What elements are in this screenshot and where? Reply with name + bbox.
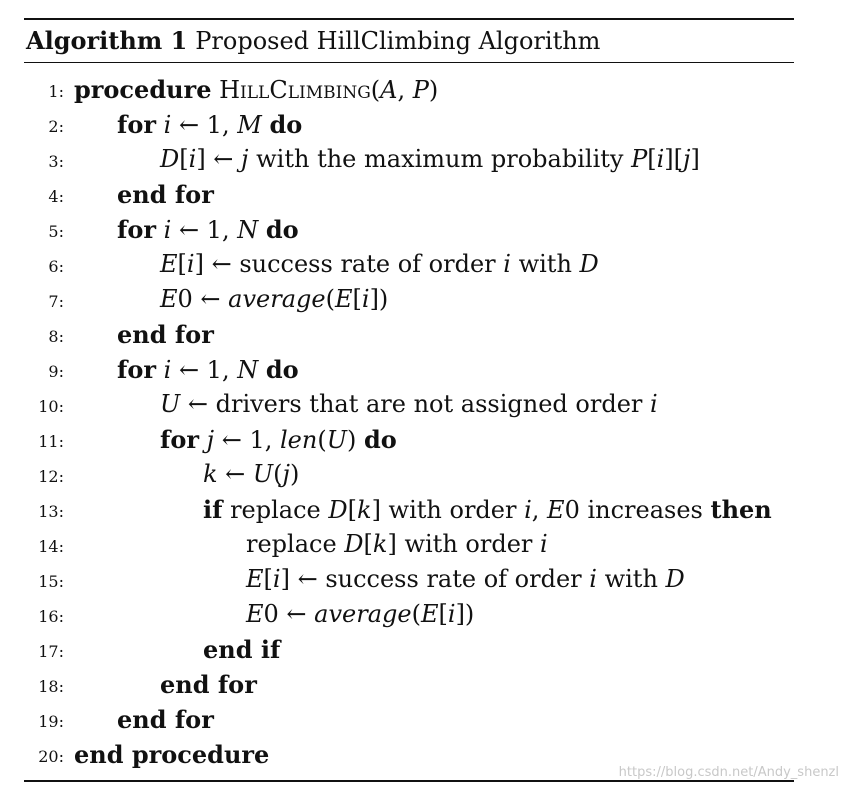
code-text: ,	[531, 496, 548, 524]
line-number: 10:	[38, 397, 64, 416]
line-number: 14:	[38, 537, 64, 556]
line-number: 17:	[38, 642, 64, 661]
code-text: ← 1,	[171, 216, 238, 244]
code-text: ,	[397, 76, 413, 104]
math-variable: i	[524, 496, 532, 524]
line-code	[160, 422, 397, 458]
math-variable: D	[579, 250, 599, 278]
algorithm-line	[24, 387, 794, 422]
line-code	[203, 632, 280, 668]
code-text: )	[428, 76, 439, 104]
math-variable: k	[357, 496, 372, 524]
code-text: 0 increases	[564, 496, 711, 524]
code-text: ])	[369, 285, 389, 313]
algorithm-title: Proposed HillClimbing Algorithm	[195, 27, 601, 55]
keyword: end for	[117, 180, 214, 209]
line-code	[117, 352, 299, 388]
watermark: https://blog.csdn.net/Andy_shenzl	[618, 765, 839, 780]
line-number: 19:	[38, 712, 64, 731]
code-text: 0 ←	[177, 285, 229, 313]
math-variable: i	[163, 216, 172, 244]
math-variable: i	[163, 111, 172, 139]
bottom-rule	[24, 780, 794, 782]
math-variable: i	[503, 250, 511, 278]
line-code	[74, 72, 438, 108]
math-variable: D	[665, 565, 685, 593]
algorithm-line	[24, 317, 794, 352]
code-text: (	[411, 600, 421, 628]
keyword: for	[117, 110, 156, 139]
code-text	[258, 216, 266, 244]
code-text: 0 ←	[263, 600, 315, 628]
code-text: ][	[664, 145, 684, 173]
math-variable: i	[188, 145, 197, 173]
line-number: 2:	[48, 117, 64, 136]
math-variable: average	[314, 600, 412, 628]
math-variable: N	[237, 216, 259, 244]
line-number: 1:	[48, 82, 64, 101]
code-text: (	[317, 426, 327, 454]
line-code	[246, 597, 474, 632]
code-text	[156, 111, 164, 139]
code-text: [	[179, 145, 189, 173]
code-text: ])	[455, 600, 475, 628]
code-text: ] with order	[387, 530, 540, 558]
code-text	[156, 356, 164, 384]
code-text: [	[352, 285, 362, 313]
code-text: [	[647, 145, 657, 173]
code-text: (	[325, 285, 335, 313]
math-variable: U	[326, 426, 347, 454]
line-code	[203, 457, 299, 492]
code-text: [	[177, 250, 187, 278]
line-code	[117, 317, 214, 353]
line-code	[117, 702, 214, 738]
keyword: end procedure	[74, 740, 270, 769]
math-variable: D	[344, 530, 364, 558]
code-text: ] with order	[371, 496, 525, 524]
algorithm-line	[24, 702, 794, 737]
code-text: ]	[690, 145, 700, 173]
algorithm-line	[24, 422, 794, 457]
algorithm-line	[24, 667, 794, 702]
line-number: 3:	[48, 152, 64, 171]
code-text: )	[289, 460, 300, 488]
math-variable: D	[328, 496, 348, 524]
algorithm-line	[24, 597, 794, 632]
math-variable: E	[547, 496, 565, 524]
code-text: (	[370, 76, 381, 104]
code-text	[211, 76, 219, 104]
algorithm-line	[24, 457, 794, 492]
algorithm-line	[24, 632, 794, 667]
algorithm-lines	[24, 72, 794, 772]
code-text: ←	[217, 460, 253, 488]
line-number: 11:	[38, 432, 64, 451]
math-variable: D	[160, 145, 180, 173]
math-variable: j	[282, 460, 290, 488]
code-text: [	[363, 530, 373, 558]
keyword: for	[117, 355, 156, 384]
code-text: (	[273, 460, 283, 488]
math-variable: i	[589, 565, 597, 593]
math-variable: i	[540, 530, 548, 558]
code-text: ← 1,	[214, 426, 280, 454]
line-number: 9:	[48, 362, 64, 381]
keyword: for	[117, 215, 156, 244]
caption-rule	[24, 62, 794, 63]
algorithm-line	[24, 527, 794, 562]
math-variable: i	[186, 250, 195, 278]
line-number: 4:	[48, 187, 64, 206]
keyword: end for	[117, 320, 214, 349]
procedure-name: HillClimbing	[219, 76, 371, 104]
line-code	[246, 527, 548, 562]
math-variable: average	[228, 285, 326, 313]
code-text: with the maximum probability	[248, 145, 632, 173]
math-variable: i	[447, 600, 456, 628]
line-number: 15:	[38, 572, 64, 591]
line-number: 6:	[48, 257, 64, 276]
math-variable: j	[683, 145, 691, 173]
keyword: do	[363, 425, 397, 454]
algorithm-block	[24, 18, 794, 772]
line-number: 8:	[48, 327, 64, 346]
code-text: ← drivers that are not assigned order	[180, 390, 650, 418]
line-number: 7:	[48, 292, 64, 311]
code-text: ← 1,	[171, 356, 238, 384]
math-variable: j	[206, 426, 215, 454]
line-code	[160, 142, 700, 177]
keyword: for	[160, 425, 199, 454]
line-number: 18:	[38, 677, 64, 696]
algorithm-line	[24, 562, 794, 597]
keyword: if	[203, 495, 223, 524]
code-text	[156, 216, 164, 244]
math-variable: i	[656, 145, 665, 173]
math-variable: A	[380, 76, 398, 104]
algorithm-line	[24, 352, 794, 387]
algorithm-line	[24, 72, 794, 107]
keyword: do	[265, 355, 299, 384]
math-variable: P	[412, 76, 429, 104]
line-code	[160, 247, 599, 282]
code-text: replace	[246, 530, 345, 558]
math-variable: U	[160, 390, 181, 418]
line-code	[160, 667, 257, 703]
line-code	[203, 492, 772, 528]
math-variable: E	[160, 250, 178, 278]
line-number: 20:	[38, 747, 64, 766]
code-text: [	[347, 496, 358, 524]
code-text: replace	[222, 496, 329, 524]
algorithm-line	[24, 107, 794, 142]
math-variable: E	[420, 600, 439, 628]
math-variable: i	[163, 356, 172, 384]
code-text: ] ←	[196, 145, 242, 173]
algorithm-caption	[24, 20, 794, 62]
math-variable: M	[237, 111, 262, 139]
math-variable: len	[279, 426, 318, 454]
math-variable: i	[272, 565, 281, 593]
math-variable: E	[246, 565, 264, 593]
math-variable: k	[372, 530, 388, 558]
math-variable: j	[241, 145, 249, 173]
code-text: with	[510, 250, 580, 278]
keyword: do	[269, 110, 303, 139]
line-code	[74, 737, 269, 773]
math-variable: N	[237, 356, 259, 384]
code-text: [	[263, 565, 273, 593]
code-text: ← 1,	[171, 111, 238, 139]
math-variable: i	[650, 390, 658, 418]
line-code	[160, 282, 388, 317]
line-code	[117, 107, 302, 143]
code-text: ] ← success rate of order	[280, 565, 590, 593]
math-variable: E	[334, 285, 353, 313]
code-text: ] ← success rate of order	[194, 250, 504, 278]
line-number: 5:	[48, 222, 64, 241]
code-text	[199, 426, 207, 454]
line-number: 13:	[38, 502, 64, 521]
keyword: do	[265, 215, 299, 244]
code-text: [	[438, 600, 448, 628]
math-variable: P	[631, 145, 648, 173]
code-text	[258, 356, 266, 384]
math-variable: U	[252, 460, 274, 488]
keyword: end for	[117, 705, 214, 734]
algorithm-line	[24, 247, 794, 282]
math-variable: i	[361, 285, 370, 313]
algorithm-label: Algorithm 1	[26, 26, 188, 55]
algorithm-line	[24, 282, 794, 317]
keyword: procedure	[74, 75, 212, 104]
code-text: )	[346, 426, 364, 454]
code-text: with	[596, 565, 666, 593]
algorithm-line	[24, 142, 794, 177]
line-code	[117, 212, 299, 248]
keyword: then	[710, 495, 772, 524]
math-variable: E	[246, 600, 264, 628]
line-code	[117, 177, 214, 213]
line-code	[160, 387, 658, 422]
line-code	[246, 562, 685, 597]
keyword: end for	[160, 670, 257, 699]
algorithm-line	[24, 492, 794, 527]
line-number: 16:	[38, 607, 64, 626]
algorithm-line	[24, 212, 794, 247]
algorithm-line	[24, 177, 794, 212]
line-number: 12:	[38, 467, 64, 486]
math-variable: k	[203, 460, 218, 488]
math-variable: E	[160, 285, 178, 313]
keyword: end if	[203, 635, 281, 664]
